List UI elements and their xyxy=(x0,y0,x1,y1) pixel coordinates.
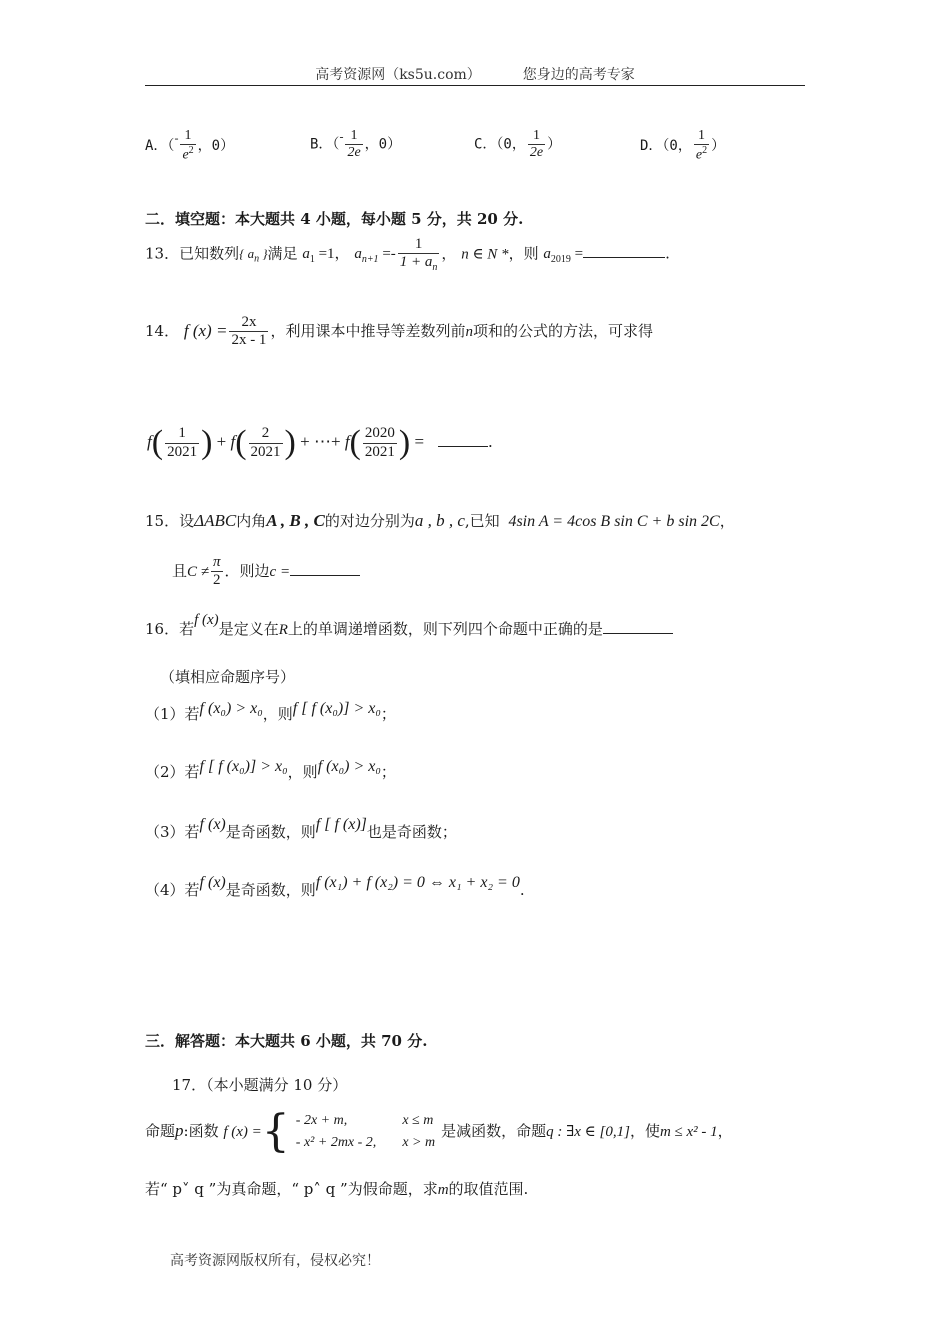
q16-p2-premise: f [ f (x₀)] > x₀ xyxy=(199,758,288,775)
q15-text-4: ,已知 xyxy=(464,512,500,530)
q13-text-1: 已知数列 xyxy=(179,244,240,263)
q17-inequality: m ≤ x² - 1 xyxy=(659,1124,718,1140)
q13-an1-sub: n+1 xyxy=(361,254,379,266)
q13-recurrence xyxy=(354,236,441,274)
q15-pi-fraction xyxy=(211,554,223,590)
option-b-num: 1 xyxy=(345,128,362,145)
q16-p1-premise: f (x₀) > x₀ xyxy=(199,700,263,717)
q16-p3-num: （3）若 xyxy=(145,823,200,841)
q14-function: f (x) = xyxy=(183,320,228,340)
q15-number: 15． xyxy=(145,512,180,530)
q17-text-2: :函数 xyxy=(183,1122,219,1140)
q16-text-1: 若 xyxy=(179,620,195,638)
q14-sum-frac-2 xyxy=(249,425,283,461)
q17-text-4: ，使 xyxy=(629,1122,660,1140)
q14-sum-t3-den: 2021 xyxy=(364,443,395,460)
q15-line2-mid: ．则边 xyxy=(224,561,270,580)
q13-fraction xyxy=(398,236,440,274)
q13-seq-letter: a xyxy=(247,246,255,262)
option-d-den xyxy=(694,145,709,164)
q17-case1-cond: x ≤ m xyxy=(402,1113,434,1128)
q13-sequence: { $a_n$ } xyxy=(239,246,268,265)
q15-answer-blank[interactable] xyxy=(290,575,360,576)
option-a-den xyxy=(180,145,195,164)
q13-a1-eq: =1， xyxy=(314,246,350,263)
q16-proposition-1 xyxy=(145,700,396,724)
q13-text-2: 满足 xyxy=(267,244,298,263)
header-site: 高考资源网（ks5u.com） xyxy=(315,67,481,83)
q13-eq: =- xyxy=(378,246,396,263)
question-17-line-2 xyxy=(145,1178,528,1199)
q14-sum-t3-num: 2020 xyxy=(363,425,397,443)
q17-text-1: 命题 xyxy=(145,1122,176,1140)
q15-equation: 4sin A = 4cos B sin C + b sin 2C xyxy=(508,513,720,530)
q13-seq-sub: n xyxy=(254,253,260,265)
option-d-den-base: e xyxy=(695,147,703,163)
option-c-den: 2e xyxy=(529,145,544,161)
option-a-fraction xyxy=(180,128,195,164)
q14-frac-num: 2x xyxy=(229,314,268,332)
option-a-den-base: e xyxy=(182,147,189,163)
q13-an1-letter: a xyxy=(354,246,362,263)
q17-case2-expr: - x² + 2mx - 2, xyxy=(295,1135,377,1150)
q13-frac-den xyxy=(398,254,440,274)
q16-fx: f (x) xyxy=(194,612,219,628)
q17-text-5: ， xyxy=(717,1122,733,1140)
q13-frac-den-text: 1 + a xyxy=(399,254,433,271)
q13-number: 13． xyxy=(145,244,180,263)
q16-R: R xyxy=(278,622,288,638)
q16-proposition-4 xyxy=(145,874,525,900)
question-17: 命题p:函数 f (x) ={ - 2x + m, x ≤ m - x² + 2mx - 2, x > m是减函数，命题q : ∃x ∈ [0,1]，使m ≤ x² - 1， xyxy=(145,1106,733,1157)
q14-text-2: 项和的公式的方法，可求得 xyxy=(472,321,653,340)
q13-condition: n ∈ N * xyxy=(461,246,509,263)
q17-text-3: 是减函数，命题 xyxy=(441,1122,547,1140)
q13-frac-den-sub: n xyxy=(432,262,438,274)
q16-p2-conclusion: f (x₀) > x₀ xyxy=(317,758,381,775)
q15-line2-pre: 且 xyxy=(172,561,188,580)
q15-sides: a , b , c xyxy=(414,511,465,530)
q14-n: n xyxy=(465,323,473,340)
option-c-num: 1 xyxy=(528,128,545,145)
q17-piecewise xyxy=(290,1110,441,1154)
question-15-line-2 xyxy=(172,554,360,590)
option-d-fraction xyxy=(694,128,709,164)
page-footer: 高考资源网版权所有，侵权必究！ xyxy=(170,1253,380,1269)
q14-frac-den: 2x - 1 xyxy=(231,332,267,349)
q16-p1-end: ； xyxy=(380,705,396,723)
question-13 xyxy=(145,236,670,274)
q15-triangle: ΔABC xyxy=(194,511,237,530)
question-15 xyxy=(145,510,735,531)
q16-p3-mid: 是奇函数，则 xyxy=(225,823,316,841)
q16-p4-mid: 是奇函数，则 xyxy=(225,881,316,899)
q13-a1 xyxy=(302,246,350,266)
option-d-num: 1 xyxy=(694,128,709,145)
option-a-den-exp: 2 xyxy=(188,145,194,157)
section-3-heading: 三．解答题：本大题共 6 小题，共 70 分. xyxy=(145,1032,428,1050)
option-b-fraction xyxy=(345,128,362,161)
q17-heading: 17．（本小题满分 10 分） xyxy=(172,1076,348,1094)
q15-text-1: 设 xyxy=(179,512,195,530)
option-d-den-exp: 2 xyxy=(702,145,708,157)
option-c-tail: ） xyxy=(547,136,562,153)
page-header xyxy=(145,64,805,84)
q14-answer-blank[interactable] xyxy=(438,446,488,447)
q15-text-2: 内角 xyxy=(236,512,267,530)
q13-ask-letter: a xyxy=(543,246,551,263)
q13-end: . xyxy=(665,244,670,263)
q17-m: m xyxy=(437,1182,449,1198)
option-a-sign: - xyxy=(174,130,179,145)
q16-number: 16． xyxy=(145,620,180,638)
q13-ask xyxy=(543,246,584,266)
q16-p1-conclusion: f [ f (x₀)] > x₀ xyxy=(292,700,381,717)
q17-fx: f (x) = xyxy=(223,1124,262,1140)
q14-sum-eq: = xyxy=(414,431,425,451)
q15-two: 2 xyxy=(213,572,221,589)
question-16 xyxy=(145,612,673,639)
q16-p4-end: . xyxy=(519,881,525,899)
q16-p1-mid: ，则 xyxy=(262,705,293,723)
q14-text: ，利用课本中推导等差数列前 xyxy=(270,321,466,340)
q16-text-2: 是定义在 xyxy=(218,620,279,638)
header-slogan: 您身边的高考专家 xyxy=(522,67,635,83)
q16-p2-end: ； xyxy=(380,763,396,781)
q16-p4-num: （4）若 xyxy=(145,881,200,899)
option-a-label: A．（ xyxy=(145,137,175,154)
q15-angles: A , B , C xyxy=(266,511,325,530)
option-b-den: 2e xyxy=(347,145,361,161)
q14-sum-dots: + ⋯+ xyxy=(300,431,341,451)
q14-sum-f1: f xyxy=(147,431,152,451)
q16-answer-blank[interactable] xyxy=(603,633,673,634)
q17-line2: 若“ p˅ q ”为真命题，“ p˄ q ”为假命题，求 xyxy=(145,1180,438,1198)
option-b-label: B．（ xyxy=(310,136,340,153)
option-a-num: 1 xyxy=(180,128,195,145)
option-a-tail: ，0） xyxy=(197,137,235,154)
q17-case1-expr: - 2x + m, xyxy=(295,1113,348,1128)
q13-ask-sub: 2019 xyxy=(550,254,571,266)
q13-text-3: ， xyxy=(441,244,457,263)
q15-c-ne: C ≠ xyxy=(187,563,210,580)
q14-sum-frac-1 xyxy=(165,425,199,461)
q17-case2-cond: x > m xyxy=(402,1135,436,1150)
q13-a1-letter: a xyxy=(302,246,310,263)
q14-sum-frac-3 xyxy=(363,425,397,461)
q14-sum-t2-num: 2 xyxy=(249,425,283,443)
q13-ask-eq: = xyxy=(570,246,584,263)
option-c-fraction xyxy=(528,128,545,161)
option-a xyxy=(145,128,234,164)
q16-proposition-3 xyxy=(145,816,457,842)
q14-sum-end: . xyxy=(488,431,493,451)
q14-sum-t2-den: 2021 xyxy=(250,443,281,460)
q14-sum-t1-num: 1 xyxy=(165,425,199,443)
q16-p2-mid: ，则 xyxy=(287,763,318,781)
q16-p3-premise: f (x) xyxy=(199,816,226,833)
q15-pi: π xyxy=(211,554,223,572)
q13-answer-blank[interactable] xyxy=(583,257,665,258)
q15-c-ask: c = xyxy=(269,563,291,580)
q13-frac-num: 1 xyxy=(398,236,440,254)
q14-sum-f3: f xyxy=(344,431,350,451)
header-rule xyxy=(145,85,805,86)
q14-sum-plus: + xyxy=(216,431,227,451)
q16-text-3: 上的单调递增函数，则下列四个命题中正确的是 xyxy=(287,620,603,638)
q14-sum-f2: f xyxy=(230,431,236,451)
q13-text-4: ，则 xyxy=(508,244,539,263)
option-d xyxy=(640,128,725,164)
section-2-heading: 二．填空题：本大题共 4 小题，每小题 5 分，共 20 分. xyxy=(145,210,524,228)
option-d-label: D．（0， xyxy=(640,137,692,154)
q15-text-3: 的对边分别为 xyxy=(324,512,415,530)
q14-fraction xyxy=(229,314,268,350)
question-14 xyxy=(145,314,653,350)
q16-proposition-2 xyxy=(145,758,396,782)
option-d-tail: ） xyxy=(711,137,726,154)
q17-p: p xyxy=(175,1121,184,1140)
q14-number: 14． xyxy=(145,321,180,340)
option-b xyxy=(310,128,401,161)
option-b-sign: - xyxy=(339,129,344,144)
q16-p3-conclusion: f [ f (x)] xyxy=(315,816,367,833)
q16-p4-premise: f (x) xyxy=(199,874,226,891)
q15-text-5: ， xyxy=(719,512,735,530)
q16-p1-num: （1）若 xyxy=(145,705,200,723)
q14-sum-t1-den: 2021 xyxy=(167,443,198,460)
q16-hint: （填相应命题序号） xyxy=(160,668,296,686)
q17-q: q : ∃x ∈ [0,1] xyxy=(546,1124,630,1140)
option-c xyxy=(474,128,561,161)
q16-p3-end: 也是奇函数； xyxy=(366,823,457,841)
q14-sum-expression: f( $\frac{1}{2021}$ ) + f( $\frac{2}{2021}$ ) + ⋯+ f( $\frac{2020}{2021}$ ) = . xyxy=(147,424,493,461)
q16-p4-conclusion: f (x₁) + f (x₂) = 0 ⇔ x₁ + x₂ = 0 xyxy=(315,874,520,891)
option-b-tail: ，0） xyxy=(364,136,402,153)
q13-a1-sub: 1 xyxy=(309,254,315,266)
q17-line2-end: 的取值范围. xyxy=(448,1180,529,1198)
option-c-label: C．（0， xyxy=(474,136,526,153)
q16-p2-num: （2）若 xyxy=(145,763,200,781)
